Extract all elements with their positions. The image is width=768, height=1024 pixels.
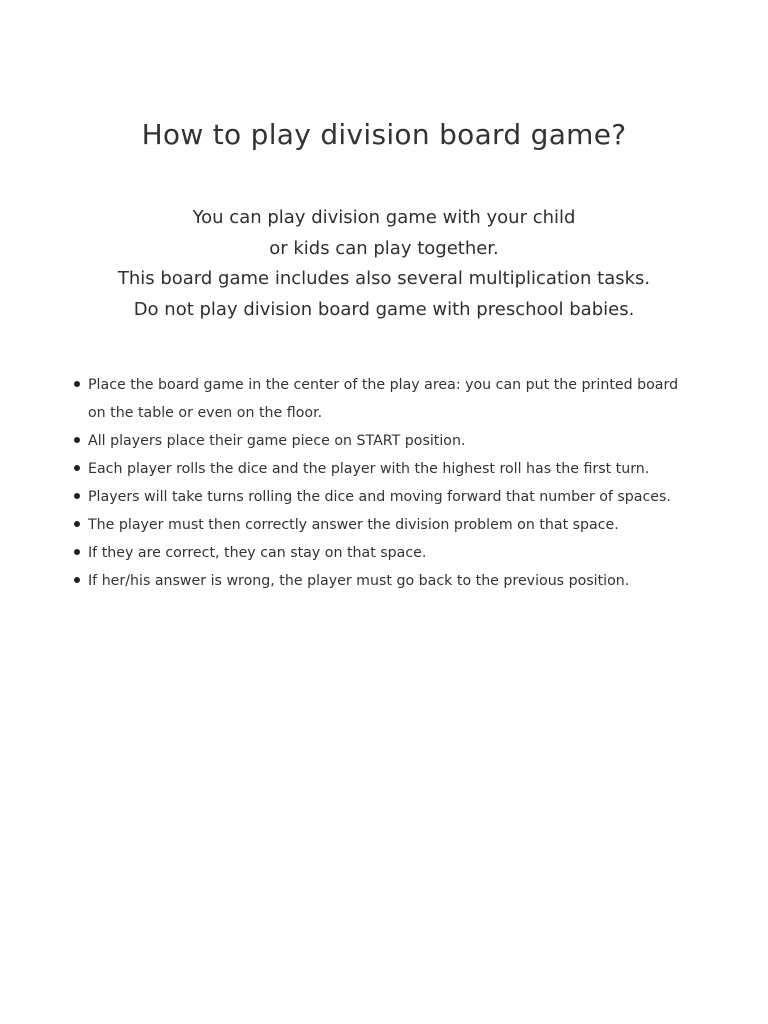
list-item xyxy=(74,483,694,511)
rule-text: If they are correct, they can stay on that space. xyxy=(88,545,427,561)
bullet-icon xyxy=(74,549,80,555)
rules-list xyxy=(74,371,694,595)
bullet-icon xyxy=(74,521,80,527)
list-item xyxy=(74,539,694,567)
list-item xyxy=(74,455,694,483)
rule-text: The player must then correctly answer the division problem on that space. xyxy=(88,517,619,533)
page-title: How to play division board game? xyxy=(141,118,627,151)
bullet-icon xyxy=(74,577,80,583)
rule-text: If her/his answer is wrong, the player must go back to the previous position. xyxy=(88,573,630,589)
intro-line: You can play division game with your child xyxy=(192,207,576,228)
intro-line: Do not play division board game with preschool babies. xyxy=(133,298,635,320)
rule-text: Place the board game in the center of the play area: you can put the printed board on the table or even on the floor. xyxy=(88,377,679,421)
bullet-icon xyxy=(74,437,80,443)
rule-text: All players place their game piece on START position. xyxy=(88,433,466,449)
list-item xyxy=(74,427,694,455)
rule-text: Players will take turns rolling the dice and moving forward that number of spaces. xyxy=(88,489,671,505)
rule-text: Each player rolls the dice and the player with the highest roll has the first turn. xyxy=(88,461,650,477)
intro-line: or kids can play together. xyxy=(269,237,499,259)
list-item xyxy=(74,567,694,595)
bullet-icon xyxy=(74,465,80,471)
intro-line: This board game includes also several multiplication tasks. xyxy=(117,268,651,289)
bullet-icon xyxy=(74,493,80,499)
intro-paragraph xyxy=(0,203,768,325)
list-item xyxy=(74,511,694,539)
list-item xyxy=(74,371,694,427)
bullet-icon xyxy=(74,381,80,387)
